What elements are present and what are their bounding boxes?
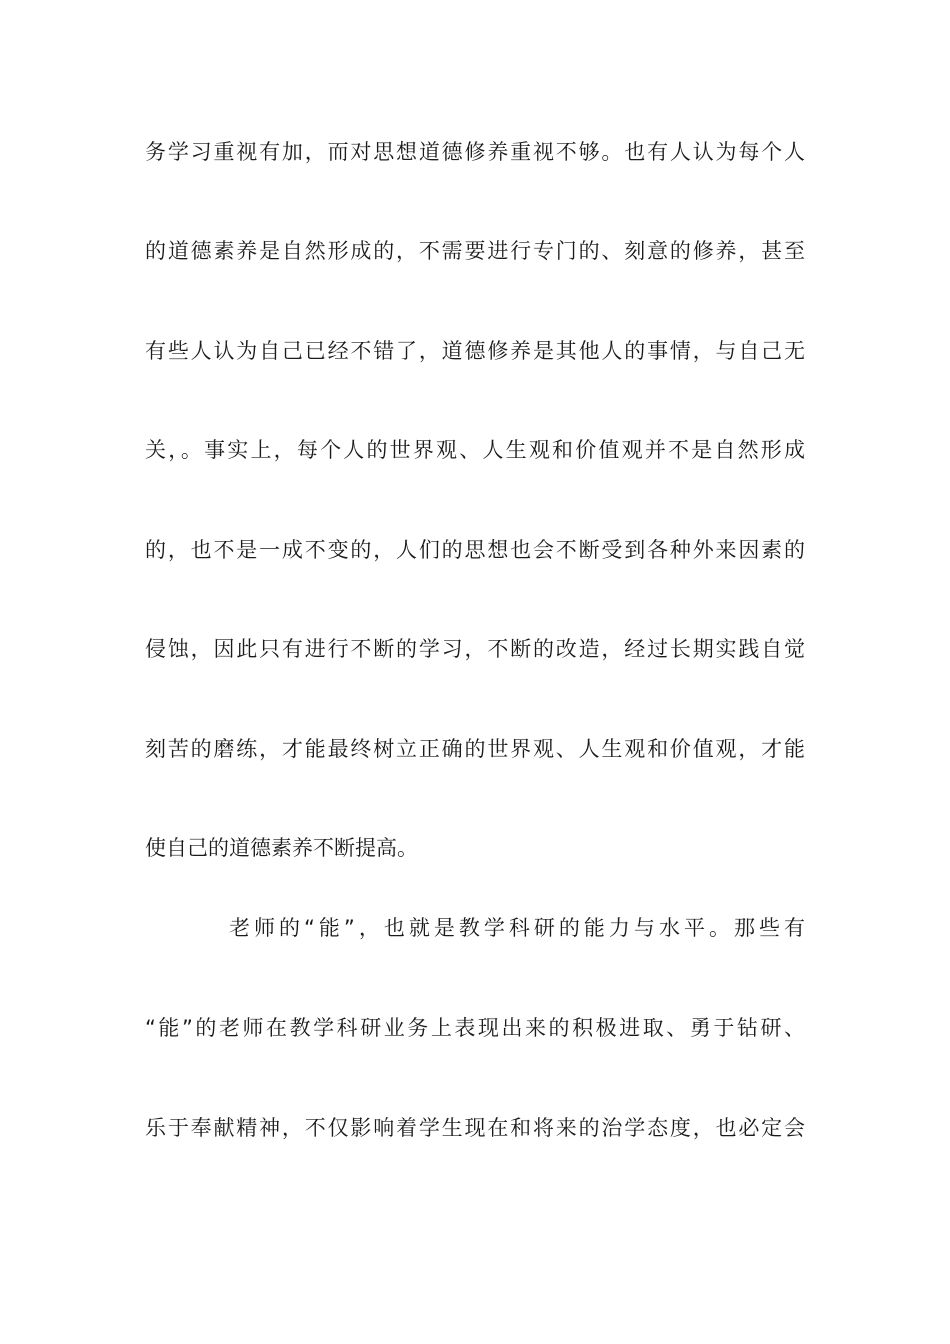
text-line-2: 的道德素养是自然形成的，不需要进行专门的、刻意的修养，甚至 — [145, 239, 805, 263]
text-line-6: 侵蚀，因此只有进行不断的学习，不断的改造，经过长期实践自觉 — [145, 637, 805, 661]
text-line-4: 关，。事实上，每个人的世界观、人生观和价值观并不是自然形成 — [145, 438, 805, 462]
text-line-3: 有些人认为自己已经不错了，道德修养是其他人的事情，与自己无 — [145, 339, 805, 363]
text-line-7: 刻苦的磨练，才能最终树立正确的世界观、人生观和价值观，才能 — [145, 737, 805, 761]
text-line-9: 老师的“能”，也就是教学科研的能力与水平。那些有 — [229, 916, 805, 940]
text-line-10: “能”的老师在教学科研业务上表现出来的积极进取、勇于钻研、 — [145, 1016, 805, 1040]
text-line-8: 使自己的道德素养不断提高。 — [145, 836, 418, 860]
text-line-11: 乐于奉献精神，不仅影响着学生现在和将来的治学态度，也必定会 — [145, 1116, 805, 1140]
text-line-1: 务学习重视有加，而对思想道德修养重视不够。也有人认为每个人 — [145, 140, 805, 164]
text-line-5: 的，也不是一成不变的，人们的思想也会不断受到各种外来因素的 — [145, 538, 805, 562]
